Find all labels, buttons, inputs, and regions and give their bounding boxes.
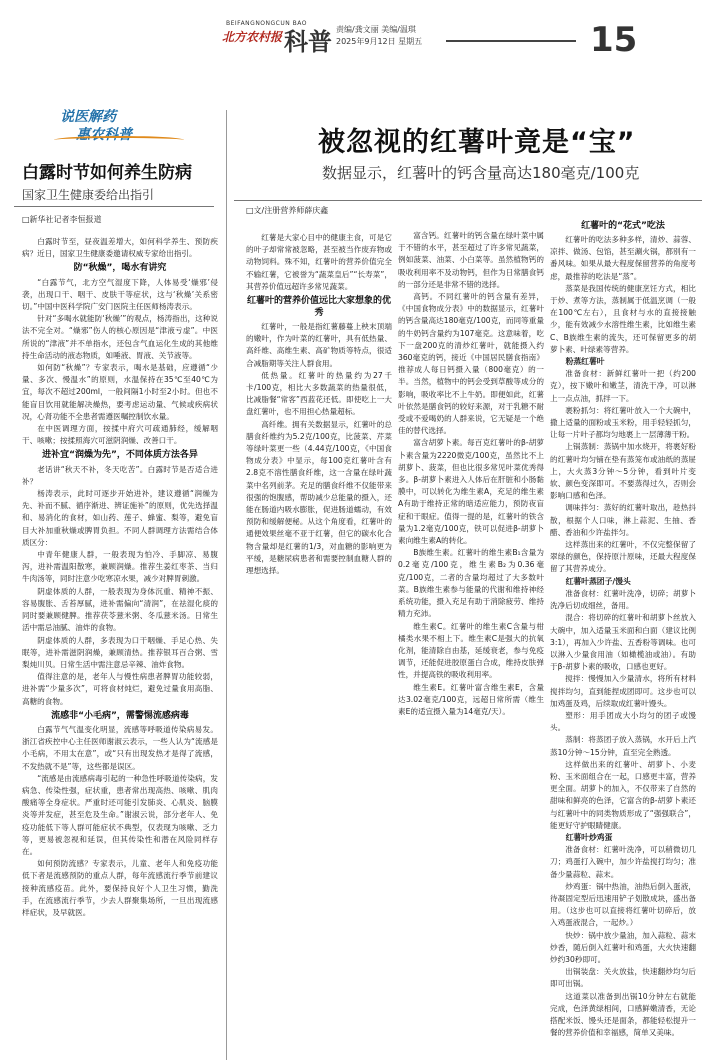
- recipe-step: 准备食材：红薯叶洗净，可以稍微切几刀；鸡蛋打入碗中，加少许盐搅打均匀；准备少量蒜粒、蒜末。: [550, 845, 696, 879]
- recipe-step: 蒸制：将蒸团子放入蒸锅，水开后上汽蒸10分钟～15分钟，直至完全熟透。: [550, 735, 696, 757]
- left-title-rule: [14, 206, 214, 207]
- recipe-step: 准备食材：新鲜红薯叶一把（约200克），按下嫩叶和嫩茎，清洗干净，可以淋上一点点油，抓拌一下。: [550, 369, 696, 403]
- recipe-step: 炒鸡蛋：锅中热油，油热后倒入蛋液，待凝固定型后迅速用铲子划散成块，盛出备用。（这步也可以直接将红薯叶切碎后，放入鸡蛋液混合，一起炒。）: [550, 881, 696, 928]
- recipe-step: 塑形：用手团成大小均匀的团子或馒头。: [550, 710, 696, 733]
- paragraph: B族维生素。红薯叶的维生素B₁含量为0.2毫克/100克，维生素B₂为0.36毫克/100克，二者的含量均超过了大多数叶菜。B族维生素参与能量的代谢和维持神经系统功能，摄入充足有助于消除疲劳、维持精力充沛。: [398, 548, 544, 619]
- paragraph: 如何防“秋燥”？专家表示，喝水是基础，应遵循“少量、多次、慢温水”的原则，水温保持在35℃至40℃为宜，每次不超过200ml，一般间隔1小时至2小时。但也不能盲目饮用就能解决燥热，要考虑运动量、气候或疾病状况，心肾功能不全患者需遵医嘱控制饮水量。: [22, 363, 218, 421]
- paragraph: 高纤维。拥有关数据显示，红薯叶的总膳食纤维约为5.2克/100克，比菠菜、芹菜等绿叶菜更一些（4.44克/100克，《中国食物成分表》中显示，每100克红薯叶含有2.8克不溶性膳食纤维，这一含量在绿叶蔬菜中名列前茅。充足的膳食纤维不仅能带来很强的饱腹感，帮助减少总能量的摄入，还能在肠道内吸水膨胀，促进肠道蠕动，有效预防和缓解便秘。从这个角度看，红薯叶的通便效果丝毫不亚于红薯，但它的碳水化合物含量却是红薯的1/3，对血糖的影响更为平缓，是糖尿病患者和需要控制血糖人群的理想选择。: [246, 419, 392, 576]
- paragraph: 富含钙。红薯叶的钙含量在绿叶菜中属于不错的水平，甚至超过了许多常见蔬菜，例如菠菜、油菜、小白菜等。虽然植物钙的吸收利用率不及动物钙，但作为日常膳食钙的一部分还是非常不错的选择。: [398, 231, 544, 289]
- recipe-step: 准备食材：红薯叶洗净，切碎；胡萝卜洗净后切成细丝，备用。: [550, 588, 696, 611]
- date-line: 2025年9月12日 星期五: [336, 37, 423, 46]
- paragraph: 低热量。红薯叶的热量约为27千卡/100克，相比大多数蔬菜的热量很低，比减脂餐“常客”西蓝花还低。即使吃上一大盘红薯叶，也不用担心热量超标。: [246, 370, 392, 417]
- paragraph: 维生素C。红薯叶的维生素C含量与柑橘类水果不相上下。维生素C是强大的抗氧化剂，能清除自由基，延缓衰老，参与免疫调节，还能促进胶原蛋白合成，维持皮肤弹性，并提高铁的吸收利用率。: [398, 621, 544, 680]
- section-heading: 红薯叶的“花式”吃法: [581, 221, 665, 231]
- column-brand: [60, 106, 132, 144]
- section-heading: 流感非“小毛病”，需警惕流感病毒: [51, 710, 189, 721]
- main-article-subtitle: 数据显示，红薯叶的钙含量高达180毫克/100克: [322, 164, 640, 182]
- page-number: 15: [590, 20, 638, 60]
- paragraph: 红薯叶的吃法多种多样，清炒、蒜蓉、凉拌、做汤、包馅，甚至涮火锅，都别有一番风味。如果从最大程度保留营养的角度考虑，最推荐的吃法是“蒸”。: [550, 235, 696, 281]
- paragraph: 中青年健康人群，一般表现为怕冷、手脚凉、易腹泻，进补需温阳散寒，兼顾润燥。推荐生姜红枣茶、当归牛肉汤等，同时注意少吃寒凉水果，减少对脾胃刺激。: [22, 550, 218, 584]
- section-heading: 进补宜“润燥为先”，不同体质方法各异: [42, 450, 198, 461]
- main-column-1: [246, 232, 392, 1060]
- paragraph: 阴虚体质的人群，一般表现为身体沉重、精神不振、容易腹胀、舌苔厚腻，进补需偏向“清润”，在祛湿化痰的同时要兼顾健脾。推荐茯苓薏米粥、冬瓜薏米汤。日常生活中需忌油腻、油炸的食物。: [22, 586, 218, 633]
- paragraph: 高钙。不同红薯叶的钙含量有差异，《中国食物成分表》中的数据显示，红薯叶的钙含量高达180毫克/100克，而同等重量的牛奶钙含量约为107毫克。这意味着，吃下一盘200克的清炒红薯叶，就能摄入约360毫克的钙，接近《中国居民膳食指南》推荐成人每日钙摄入量（800毫克）的一半。当然，植物中的钙会受到草酸等成分的影响，吸收率比不上牛奶。即便如此，红薯叶依然是膳食钙的较好来源，对于乳糖不耐受或不爱喝奶的人群来说，它无疑是一个绝佳的替代选择。: [398, 292, 544, 436]
- paragraph: 蒸菜是我国传统的健康烹饪方式，相比于炒、煮等方法，蒸制属于低温烹调（一般在100℃左右），且食材与水的直接接触少，能有效减少水溶性维生素，比如维生素C、B族维生素的流失，还可保留更多的胡萝卜素、叶绿素等营养。: [550, 283, 696, 354]
- recipe-step: 混合：将切碎的红薯叶和胡萝卜丝放入大碗中，加入适量玉米面和白面（建议比例3:1），再加入少许盐、五香粉等调味。也可以淋入少量食用油（如橄榄油或油）。有助于β-胡萝卜素的吸收，口感也更好。: [550, 613, 696, 672]
- section-heading: 红薯叶的营养价值远比大家想象的优秀: [246, 296, 391, 319]
- recipe-step: 上锅蒸制：蒸锅中加水烧开，将裹好粉的红薯叶均匀铺在垫有蒸笼布或油纸的蒸屉上，大火蒸3分钟～5分钟，看到叶片变软、颜色变深即可。不要蒸得过久，否则会影响口感和色泽。: [550, 442, 696, 501]
- paper-name: 北方农村报: [222, 30, 283, 44]
- paragraph: 白露节气气温变化明显，流感等呼吸道传染病易发。浙江省疾控中心主任医师谢淑云表示，一些人认为“流感是小毛病，不用太在意”，或“只有出现发热才是得了流感，不发热就不是”等，这些都是误区。: [22, 724, 218, 771]
- paragraph: 维生素E。红薯叶富含维生素E，含量达3.02毫克/100克，远超日常所需（维生素E的适宜摄入量为14毫克/天）。: [398, 682, 544, 716]
- paragraph: 红薯叶，一般是指红薯藤蔓上秧末顶端的嫩叶，作为叶菜的红薯叶，具有低热量、高纤维、高维生素、高矿物质等特点，很适合减脂期等关注人群食用。: [246, 322, 392, 368]
- recipe-name: 粉蒸红薯叶: [565, 357, 605, 367]
- brand-line-2: 惠农科普: [76, 127, 132, 143]
- main-column-2: [398, 218, 544, 1060]
- page-header: [0, 0, 708, 64]
- paragraph: 老话讲“秋天不补，冬天吃苦”。白露时节是否适合进补？: [22, 464, 218, 486]
- brand-swoosh: [54, 136, 184, 144]
- recipe-name: 红薯叶蒸团子/馒头: [565, 576, 631, 586]
- left-article-subtitle: 国家卫生健康委给出指引: [22, 188, 155, 202]
- paragraph: 值得注意的是，老年人与慢性病患者脾胃功能较弱，进补需“少量多次”，可将食材炖烂，避免过量食用高脂、高糖的食物。: [22, 672, 218, 706]
- recipe-step: 这样蒸出来的红薯叶，不仅完整保留了翠绿的颜色，保持原汁原味，还最大程度保留了其营养成分。: [550, 540, 696, 574]
- paper-pinyin: BEIFANGNONGCUN BAO: [226, 20, 307, 27]
- paragraph: 针对“多喝水就能防‘秋燥’”的观点，杨涛指出，这种说法不完全对。“燥邪”伤人的核心原因是“津液亏虚”。中医所说的“津液”并不单指水，还包含气血运化生成的其他维持生命活动的液态物质，如唾液、胃液、关节液等。: [22, 314, 218, 360]
- paragraph: “流感是由流感病毒引起的一种急性呼吸道传染病，发病急、传染性强，症状重，患者常出现高热、咳嗽、肌肉酸痛等全身症状。严重时还可能引发肺炎、心肌炎、脑膜炎等并发症，甚至危及生命。”谢淑云说，部分老年人、免疫功能低下等人群可能症状不典型，仅表现为咳嗽、乏力等，更易被忽视和延误，但其传染性和潜在风险同样存在。: [22, 773, 218, 856]
- paragraph: 红薯是大家心目中的健康主食，可是它的叶子却常常被忽略，甚至被当作废弃物或动物饲料。殊不知，红薯叶的营养价值完全不输红薯，它被誉为“蔬菜皇后”“长寿菜”，其营养价值远超许多常见蔬菜。: [246, 233, 392, 291]
- column-divider: [226, 110, 227, 1060]
- recipe-step: 调味拌匀：蒸好的红薯叶取出，趁热抖散，根据个人口味，淋上蒜泥、生抽、香醋、香油和少许盐拌匀。: [550, 503, 696, 537]
- section-heading: 防“秋燥”，喝水有讲究: [73, 263, 167, 274]
- paragraph: 富含胡萝卜素。每百克红薯叶的β-胡萝卜素含量为2220微克/100克，虽然比不上胡萝卜、菠菜，但也比很多常见叶菜优秀得多。β-胡萝卜素进入人体后在肝脏和小肠黏膜中，可以转化为维生素A，充足的维生素A有助于维持正常的暗适应能力，预防夜盲症和干眼症。值得一提的是，红薯叶的铁含量为1.2毫克/100克，铁可以促进β-胡萝卜素向维生素A的转化。: [398, 438, 544, 546]
- recipe-step: 裹粉抓匀：将红薯叶放入一个大碗中，撒上适量的面粉或玉米粉，用手轻轻抓匀，让每一片叶子都均匀地裹上一层薄薄干粉。: [550, 405, 696, 440]
- brand-line-1: 说医解药: [60, 109, 116, 125]
- recipe-step: 这道菜以准备到出锅10分钟左右就能完成，色泽黄绿相间，口感鲜嫩清香，无论搭配米饭、馒头还是面条，都能轻松提升一餐的营养价值和幸福感，简单又美味。: [550, 991, 696, 1038]
- main-title-rule: [234, 200, 702, 201]
- paragraph: 阴虚体质的人群，多表现为口干咽燥、手足心热、失眠等，进补需滋阴润燥，兼顾清热。推荐银耳百合粥、雪梨炖川贝。日常生活中需注意忌辛辣、油炸食物。: [22, 635, 218, 669]
- main-column-3: [550, 218, 696, 1060]
- paragraph: “白露节气，北方空气湿度下降，人体易受‘燥邪’侵袭，出现口干、咽干、皮肤干等症状，这与‘秋燥’关系密切。”中国中医科学院广安门医院主任医师杨涛表示。: [22, 277, 218, 312]
- header-rule: [446, 40, 576, 42]
- paragraph: 在中医调理方面，按揉中府穴可疏通肺经，缓解咽干、咳嗽；按揉照海穴可滋阴润燥、改善口干。: [22, 424, 218, 446]
- left-article-title: 白露时节如何养生防病: [22, 163, 192, 183]
- recipe-step: 出锅装盘：关火放盐，快速翻炒均匀后即可出锅。: [550, 967, 696, 989]
- main-byline: □文/注册营养师薛庆鑫: [246, 206, 329, 215]
- main-article-title: 被忽视的红薯叶竟是“宝”: [318, 127, 636, 158]
- left-article-body: [22, 236, 218, 919]
- recipe-step: 快炒：锅中放少量油，加入蒜粒、蒜末炒香，随后倒入红薯叶和鸡蛋，大火快速翻炒约30秒即可。: [550, 930, 696, 964]
- section-name: 科普: [284, 28, 332, 56]
- paragraph: 杨涛表示，此时可逐步开始进补，建议遵循“润燥为先、补而不腻、循序渐进、辨证施补”的原则，优先选择温和、易消化的食材，如山药、莲子、蜂蜜、梨等，避免盲目大补加重秋燥或脾胃负担。不同人群调理方法需结合体质区分：: [22, 489, 218, 547]
- left-byline: □新华社记者李恒报道: [22, 215, 102, 224]
- paragraph: 如何预防流感？专家表示，儿童、老年人和免疫功能低下者是流感预防的重点人群，每年流感流行季节前建议接种流感疫苗。此外，要保持良好个人卫生习惯，勤洗手，在流感流行季节，少去人群聚集场所，一旦出现流感样症状，及早就医。: [22, 859, 218, 917]
- recipe-step: 这样做出来的红薯叶、胡萝卜、小麦粉、玉米面组合在一起，口感更丰富，营养更全面。胡萝卜的加入，不仅带来了自然的甜味和鲜亮的色泽，它富含的β-胡萝卜素还与红薯叶中的同类物质形成了“强强联合”，能更好守护眼睛健康。: [550, 759, 696, 830]
- recipe-name: 红薯叶炒鸡蛋: [565, 832, 613, 842]
- editor-line: 责编/龚文丽 美编/温琪: [336, 25, 416, 34]
- paragraph: 白露时节至，昼夜温差增大，如何科学养生、预防疾病？近日，国家卫生健康委邀请权威专家给出指引。: [22, 237, 218, 259]
- left-column: [0, 64, 226, 1064]
- recipe-step: 搅拌：慢慢加入少量清水，将所有材料搅拌均匀，直到能捏成团即可。这步也可以加鸡蛋及鸡，后续取成红薯叶馒头。: [550, 674, 696, 708]
